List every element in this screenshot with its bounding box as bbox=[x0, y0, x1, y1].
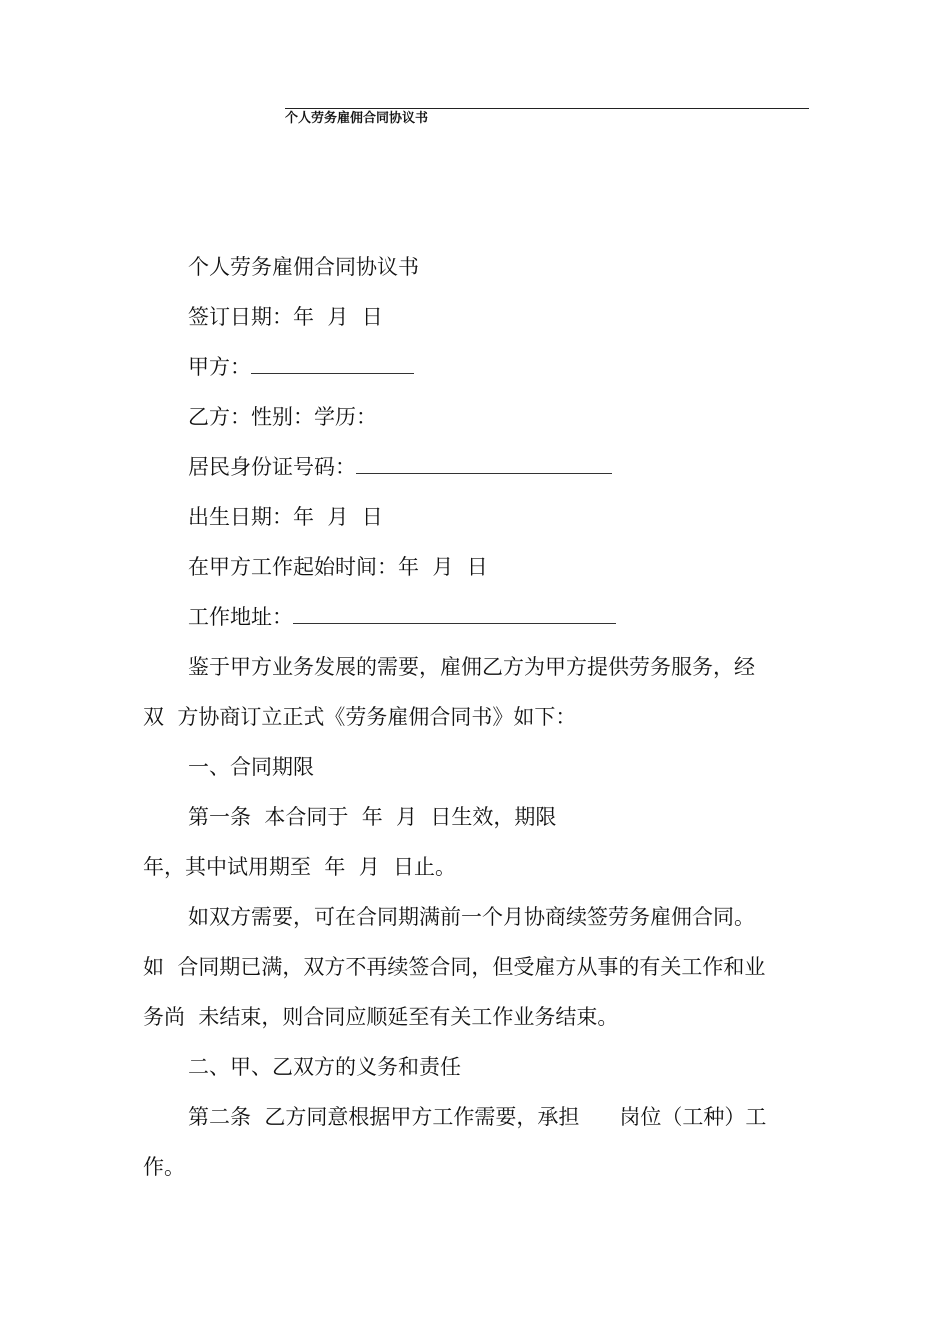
document-title: 个人劳务雇佣合同协议书 bbox=[188, 255, 419, 279]
section-1-heading: 一、合同期限 bbox=[188, 755, 314, 779]
preamble-line-1: 鉴于甲方业务发展的需要，雇佣乙方为甲方提供劳务服务，经 bbox=[188, 655, 755, 679]
section-2-heading: 二、甲、乙双方的义务和责任 bbox=[188, 1055, 461, 1079]
running-header-title: 个人劳务雇佣合同协议书 bbox=[285, 111, 429, 126]
preamble-line-2: 双 方协商订立正式《劳务雇佣合同书》如下： bbox=[143, 705, 577, 729]
party-a-label: 甲方： bbox=[188, 355, 251, 379]
article-2-line-2: 作。 bbox=[143, 1155, 185, 1179]
party-a-line bbox=[188, 354, 414, 380]
article-2-line-1: 第二条 乙方同意根据甲方工作需要，承担 岗位（工种）工 bbox=[188, 1105, 767, 1129]
article-1-line-1: 第一条 本合同于 年 月 日生效，期限 bbox=[188, 805, 557, 829]
party-a-blank bbox=[251, 355, 414, 374]
birth-date-line: 出生日期：年 月 日 bbox=[188, 505, 383, 529]
renewal-line-1: 如双方需要，可在合同期满前一个月协商续签劳务雇佣合同。 bbox=[188, 905, 755, 929]
work-address-blank bbox=[293, 605, 616, 624]
id-number-blank bbox=[356, 455, 612, 474]
sign-date-line: 签订日期：年 月 日 bbox=[188, 305, 383, 329]
work-address-line bbox=[188, 604, 616, 630]
article-1-line-2: 年，其中试用期至 年 月 日止。 bbox=[143, 855, 457, 879]
renewal-line-3: 务尚 未结束，则合同应顺延至有关工作业务结束。 bbox=[143, 1005, 619, 1029]
start-date-line: 在甲方工作起始时间：年 月 日 bbox=[188, 555, 488, 579]
party-b-line: 乙方：性别：学历： bbox=[188, 405, 377, 429]
id-number-label: 居民身份证号码： bbox=[188, 455, 356, 479]
header-rule bbox=[285, 108, 809, 109]
work-address-label: 工作地址： bbox=[188, 605, 293, 629]
id-number-line bbox=[188, 454, 612, 480]
renewal-line-2: 如 合同期已满，双方不再续签合同，但受雇方从事的有关工作和业 bbox=[143, 955, 766, 979]
